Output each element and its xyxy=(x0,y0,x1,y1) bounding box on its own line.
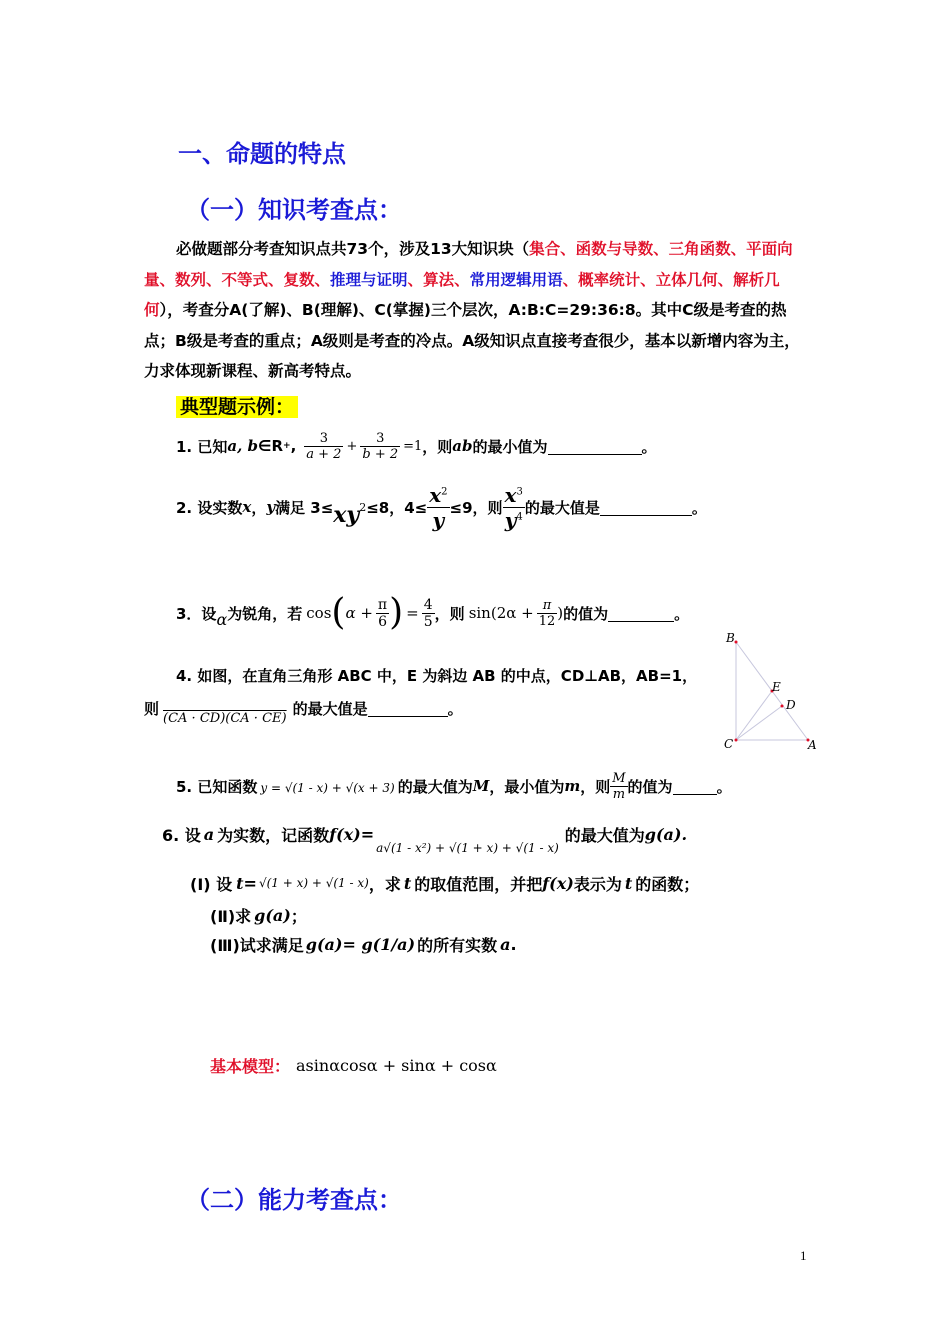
q6-part-1 xyxy=(190,868,699,898)
q6-part1-rest1: ，求 xyxy=(368,874,401,894)
q2-comma: ， xyxy=(251,498,267,517)
q6-t1: 为实数，记函数 xyxy=(217,825,330,845)
q6-part2-ga: g(a) xyxy=(254,905,291,925)
question-4-line1: 4. 如图，在直角三角形 ABC 中，E 为斜边 AB 的中点，CD⊥AB，AB=1， xyxy=(176,667,698,685)
q4-vector-expression: (CA · CD)(CA · CE) xyxy=(163,710,287,726)
q2-f1-num xyxy=(427,483,449,508)
sep: 、 xyxy=(454,270,470,289)
q1-prefix: 1. 已知 xyxy=(176,437,228,456)
q6-part1-fx: f(x) xyxy=(542,873,574,893)
q6-part1-t-2: t xyxy=(403,873,412,893)
question-5 xyxy=(176,764,732,808)
q1-fraction-2 xyxy=(360,431,400,462)
example-heading xyxy=(176,392,298,419)
q2-f2-num-sup: 3 xyxy=(516,485,523,497)
q3-answer-blank[interactable] xyxy=(608,605,674,622)
q2-prefix: 2. 设实数 xyxy=(176,498,243,517)
knowledge-block-logic: 常用逻辑用语 xyxy=(469,270,563,289)
q3-inner: α + xyxy=(345,604,373,622)
q6-part1-t-3: t xyxy=(624,873,633,893)
q3-t3: 的值为 xyxy=(563,604,609,623)
label-b: B xyxy=(726,631,735,645)
q4-answer-blank[interactable] xyxy=(368,700,448,717)
q5-m: m xyxy=(564,777,581,795)
q2-f2-den xyxy=(503,508,525,532)
q2-x: x xyxy=(242,498,252,516)
q3-pi-fraction xyxy=(376,597,389,630)
subsection-title-ability: （二）能力考查点： xyxy=(186,1186,402,1214)
section-title: 一、命题的特点 xyxy=(178,140,346,168)
q6-part1-expression: √(1 + x) + √(1 - x) xyxy=(258,876,369,890)
q5-end: 。 xyxy=(716,777,732,796)
q3-pi12-fraction xyxy=(537,598,558,629)
q6-t2: 的最大值为 xyxy=(564,825,645,845)
q2-f1-num-base: x xyxy=(429,482,442,507)
q3-result-num: 4 xyxy=(423,596,433,613)
q6-fx: f(x) xyxy=(329,824,361,844)
q2-sq: 2 xyxy=(359,500,367,514)
q3-result-fraction xyxy=(422,597,435,630)
page-number: 1 xyxy=(800,1248,807,1263)
q3-eq: = xyxy=(406,604,419,622)
q6-part3-label: (Ⅲ)试求满足 xyxy=(210,935,304,955)
q1-fraction-1 xyxy=(304,431,343,462)
q6-part-3 xyxy=(210,930,517,958)
q3-cos: cos xyxy=(306,604,332,622)
q4-prefix: 则 xyxy=(144,699,160,718)
knowledge-blocks-red-2: 概率统计、立体几何、解析几何 xyxy=(144,270,780,319)
label-e: E xyxy=(772,680,781,694)
q5-frac-den: m xyxy=(612,786,626,802)
q2-f2-num-base: x xyxy=(504,482,517,507)
q3-pi12-den: 12 xyxy=(538,613,556,629)
q4-suffix: 的最大值是 xyxy=(292,699,368,718)
q2-f1-den: y xyxy=(432,507,445,532)
q2-t1: 满足 3≤ xyxy=(275,498,334,517)
q3-close: ) xyxy=(557,604,564,622)
basic-model-expression: asinαcosα + sinα + cosα xyxy=(296,1055,497,1075)
q2-answer-blank[interactable] xyxy=(600,499,692,516)
q3-paren-open: ( xyxy=(331,592,346,633)
q5-t4: 的值为 xyxy=(627,777,673,796)
q6-part1-rest2: 的取值范围，并把 xyxy=(414,874,543,894)
knowledge-block-reasoning: 推理与证明 xyxy=(330,270,408,289)
intro-paragraph xyxy=(144,234,810,387)
q2-f1-num-sup: 2 xyxy=(441,485,448,497)
q5-function: y = √(1 - x) + √(x + 3) xyxy=(260,781,395,795)
q1-plus: + xyxy=(346,438,358,454)
segment-ce xyxy=(736,691,772,740)
point-d xyxy=(781,705,784,708)
q1-eq: =1 xyxy=(403,438,423,454)
segment-cd xyxy=(736,706,782,740)
q1-answer-blank[interactable] xyxy=(548,438,642,455)
q6-part3-end: . xyxy=(510,934,517,954)
triangle-figure xyxy=(718,626,828,756)
q3-prefix: 3．设 xyxy=(176,604,217,623)
sep: 、 xyxy=(314,270,331,289)
q3-pi-num: π xyxy=(377,596,388,613)
question-6 xyxy=(162,816,688,855)
question-4-line2 xyxy=(144,690,463,726)
knowledge-blocks-red-1: 集合、函数与导数、三角函数、平面向量、数列、不等式、复数 xyxy=(144,240,793,289)
intro-text-1: 必做题部分考查知识点共73个，涉及13大知识块（ xyxy=(176,240,530,258)
question-1 xyxy=(176,424,657,468)
q6-part1-label: (Ⅰ) 设 xyxy=(190,874,233,894)
q6-a: a xyxy=(203,824,215,844)
sep: 、 xyxy=(407,270,424,289)
q5-t1: 的最大值为 xyxy=(397,777,473,796)
q2-fraction-1 xyxy=(427,483,449,532)
q6-prefix: 6. 设 xyxy=(162,825,201,845)
q2-f2-den-base: y xyxy=(504,507,517,532)
example-heading-text: 典型题示例： xyxy=(176,396,298,418)
q1-f2-num: 3 xyxy=(360,431,400,447)
basic-model xyxy=(210,1050,497,1080)
q6-eq: = xyxy=(360,824,375,844)
q6-part3-mid: 的所有实数 xyxy=(417,935,498,955)
q6-part-2 xyxy=(210,901,307,929)
q6-part3-a: a xyxy=(500,934,511,954)
q2-xy: xy xyxy=(333,502,360,528)
q2-y: y xyxy=(266,498,276,516)
q3-t1: 为锐角，若 xyxy=(227,604,303,623)
question-3 xyxy=(176,588,689,638)
q6-part3-expression: g(a)= g(1/a) xyxy=(305,934,416,954)
q2-fraction-2 xyxy=(503,483,525,532)
q6-part2-label: (Ⅱ)求 xyxy=(210,906,252,926)
q1-comma: , xyxy=(290,437,297,455)
question-2 xyxy=(176,478,707,536)
q5-t3: ，则 xyxy=(580,777,611,796)
q1-mid: ，则 xyxy=(422,437,453,456)
basic-model-label: 基本模型： xyxy=(210,1056,291,1076)
knowledge-block-algorithm: 算法 xyxy=(423,270,455,289)
intro-text-2: ），考查分A(了解)、B(理解)、C(掌握)三个层次，A:B:C=29:36:8。其中C级是考查的热点；B级是考查的重点；A级则是考查的冷点。A级知识点直接考查很少，基本以新增内容为主，力求体现新课程、新高考特点。 xyxy=(144,301,800,380)
q1-vars: a, b xyxy=(227,437,259,455)
q3-paren-close: ) xyxy=(389,592,404,633)
q2-t2: ≤8，4≤ xyxy=(366,498,428,517)
sep: 、 xyxy=(562,270,579,289)
q3-sin: sin(2α + xyxy=(468,604,534,622)
q6-function-expression: a√(1 - x²) + √(1 + x) + √(1 - x) xyxy=(376,841,559,855)
q2-t3: ≤9，则 xyxy=(449,498,503,517)
q4-end: 。 xyxy=(447,699,463,718)
q3-pi12-num: π xyxy=(537,598,558,614)
q5-answer-blank[interactable] xyxy=(673,778,717,795)
q6-ga: g(a). xyxy=(644,824,688,844)
q5-fraction xyxy=(610,771,627,802)
q2-f2-num xyxy=(503,483,525,508)
q5-prefix: 5. 已知函数 xyxy=(176,777,258,796)
q6-part1-rest4: 的函数； xyxy=(635,874,700,894)
q1-ab: ab xyxy=(452,437,473,455)
q2-f2-den-sup: 4 xyxy=(516,510,523,522)
q1-f1-den: a + 2 xyxy=(306,446,342,462)
q3-t2: ，则 xyxy=(434,604,465,623)
q5-t2: ，最小值为 xyxy=(489,777,565,796)
point-b xyxy=(735,641,738,644)
q3-result-den: 5 xyxy=(423,613,433,630)
label-c: C xyxy=(724,737,734,751)
label-d: D xyxy=(786,698,796,712)
q1-suffix: 的最小值为 xyxy=(472,437,548,456)
q1-sup: + xyxy=(283,441,291,451)
q5-frac-num: M xyxy=(612,770,626,786)
q3-alpha: α xyxy=(216,609,228,629)
q1-f2-den: b + 2 xyxy=(362,446,399,462)
q5-M: M xyxy=(472,777,490,795)
q3-pi-den: 6 xyxy=(378,613,387,630)
q3-end: 。 xyxy=(674,604,690,623)
q6-part1-rest3: 表示为 xyxy=(573,874,622,894)
q1-in: ∈R xyxy=(258,437,284,455)
q1-end: 。 xyxy=(641,437,657,456)
q2-end: 。 xyxy=(691,498,707,517)
q6-part1-t: t xyxy=(236,873,244,893)
q2-t4: 的最大值是 xyxy=(524,498,600,517)
q6-part2-end: ； xyxy=(290,906,307,926)
q6-part1-eq: = xyxy=(243,873,257,893)
q1-f1-num: 3 xyxy=(304,431,343,447)
subsection-title-knowledge: （一）知识考查点： xyxy=(186,196,402,224)
point-c xyxy=(735,739,738,742)
label-a: A xyxy=(808,738,817,752)
